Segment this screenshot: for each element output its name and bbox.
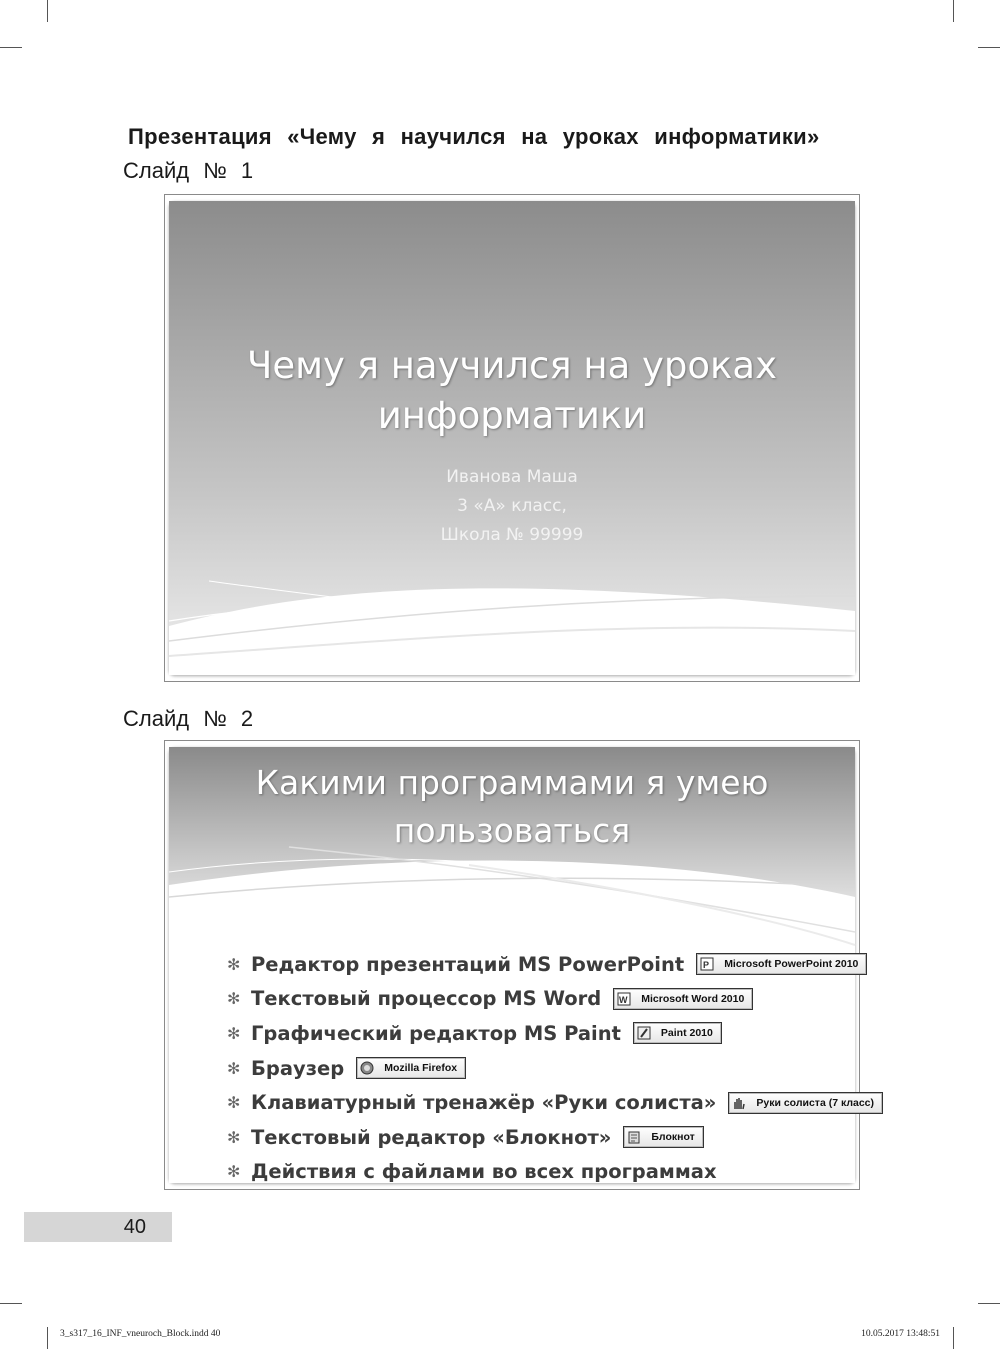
paint-icon xyxy=(637,1026,651,1040)
list-item xyxy=(227,982,883,1017)
program-button xyxy=(356,1057,466,1079)
svg-text:P: P xyxy=(703,960,710,971)
crop-mark xyxy=(953,0,954,22)
slide-2 xyxy=(169,747,875,1184)
asterisk-bullet-icon: ✻ xyxy=(227,1093,241,1113)
asterisk-bullet-icon: ✻ xyxy=(227,989,241,1009)
list-item-text: Графический редактор MS Paint xyxy=(251,1021,621,1045)
crop-mark xyxy=(978,1303,1000,1304)
slide-1-subtitle xyxy=(169,463,855,550)
list-item xyxy=(227,1120,883,1155)
list-item-text: Текстовый редактор «Блокнот» xyxy=(251,1125,612,1149)
list-item xyxy=(227,1051,883,1086)
author-name: Иванова Маша xyxy=(446,467,578,487)
svg-text:W: W xyxy=(619,994,628,1005)
list-item xyxy=(227,1085,883,1120)
slide-1-title xyxy=(169,341,855,441)
program-button xyxy=(613,988,753,1010)
school-name: Школа № 99999 xyxy=(440,525,584,545)
slide-2-label: Слайд № 2 xyxy=(123,706,254,731)
print-footer-datetime: 10.05.2017 13:48:51 xyxy=(861,1329,940,1339)
program-button-label: Microsoft PowerPoint 2010 xyxy=(724,958,859,971)
word-icon xyxy=(617,992,631,1006)
list-item-text: Редактор презентаций MS PowerPoint xyxy=(251,952,685,976)
list-item-text: Текстовый процессор MS Word xyxy=(251,987,602,1011)
hands-icon xyxy=(732,1096,746,1110)
program-button-label: Руки солиста (7 класс) xyxy=(756,1096,875,1109)
list-item-text: Действия с файлами во всех программах xyxy=(251,1160,717,1184)
program-button-label: Paint 2010 xyxy=(660,1027,713,1040)
slide-1-title-line-1: Чему я научился на уроках xyxy=(247,344,777,387)
program-button-label: Mozilla Firefox xyxy=(384,1062,458,1075)
slide-1-label: Слайд № 1 xyxy=(123,158,254,183)
slide-2-frame xyxy=(164,740,875,1190)
slide-2-title xyxy=(169,759,855,855)
slide-1-title-line-2: информатики xyxy=(377,394,647,437)
list-item xyxy=(227,947,883,982)
page-number: 40 xyxy=(24,1212,172,1242)
asterisk-bullet-icon: ✻ xyxy=(227,1127,241,1147)
print-footer-file: 3_s317_16_INF_vneuroch_Block.indd 40 xyxy=(60,1329,221,1339)
program-button xyxy=(623,1126,703,1148)
program-button-label: Блокнот xyxy=(651,1131,695,1144)
program-button xyxy=(696,953,867,975)
list-item xyxy=(227,1016,883,1051)
crop-mark xyxy=(953,1327,954,1349)
list-item-text: Клавиатурный тренажёр «Руки солиста» xyxy=(251,1091,717,1115)
program-button xyxy=(633,1022,722,1044)
list-item-text: Браузер xyxy=(251,1056,345,1080)
crop-mark xyxy=(0,1303,22,1304)
slide-2-title-line-2: пользоваться xyxy=(393,811,631,850)
crop-mark xyxy=(47,0,48,22)
page-title: Презентация «Чему я научился на уроках информатики» xyxy=(128,124,820,149)
program-button-label: Microsoft Word 2010 xyxy=(641,992,745,1005)
firefox-icon xyxy=(360,1061,374,1075)
crop-mark xyxy=(0,47,22,48)
crop-mark xyxy=(47,1327,48,1349)
slide-1 xyxy=(169,201,855,675)
program-list xyxy=(227,947,883,1189)
class-name: 3 «А» класс, xyxy=(457,496,567,516)
slide-2-title-line-1: Какими программами я умею xyxy=(255,763,769,802)
asterisk-bullet-icon: ✻ xyxy=(227,1058,241,1078)
powerpoint-icon xyxy=(700,957,714,971)
asterisk-bullet-icon: ✻ xyxy=(227,1023,241,1043)
asterisk-bullet-icon: ✻ xyxy=(227,954,241,974)
asterisk-bullet-icon: ✻ xyxy=(227,1162,241,1182)
list-item xyxy=(227,1155,883,1190)
program-button xyxy=(728,1092,883,1114)
slide-1-frame xyxy=(164,194,860,682)
crop-mark xyxy=(978,47,1000,48)
notepad-icon xyxy=(627,1130,641,1144)
